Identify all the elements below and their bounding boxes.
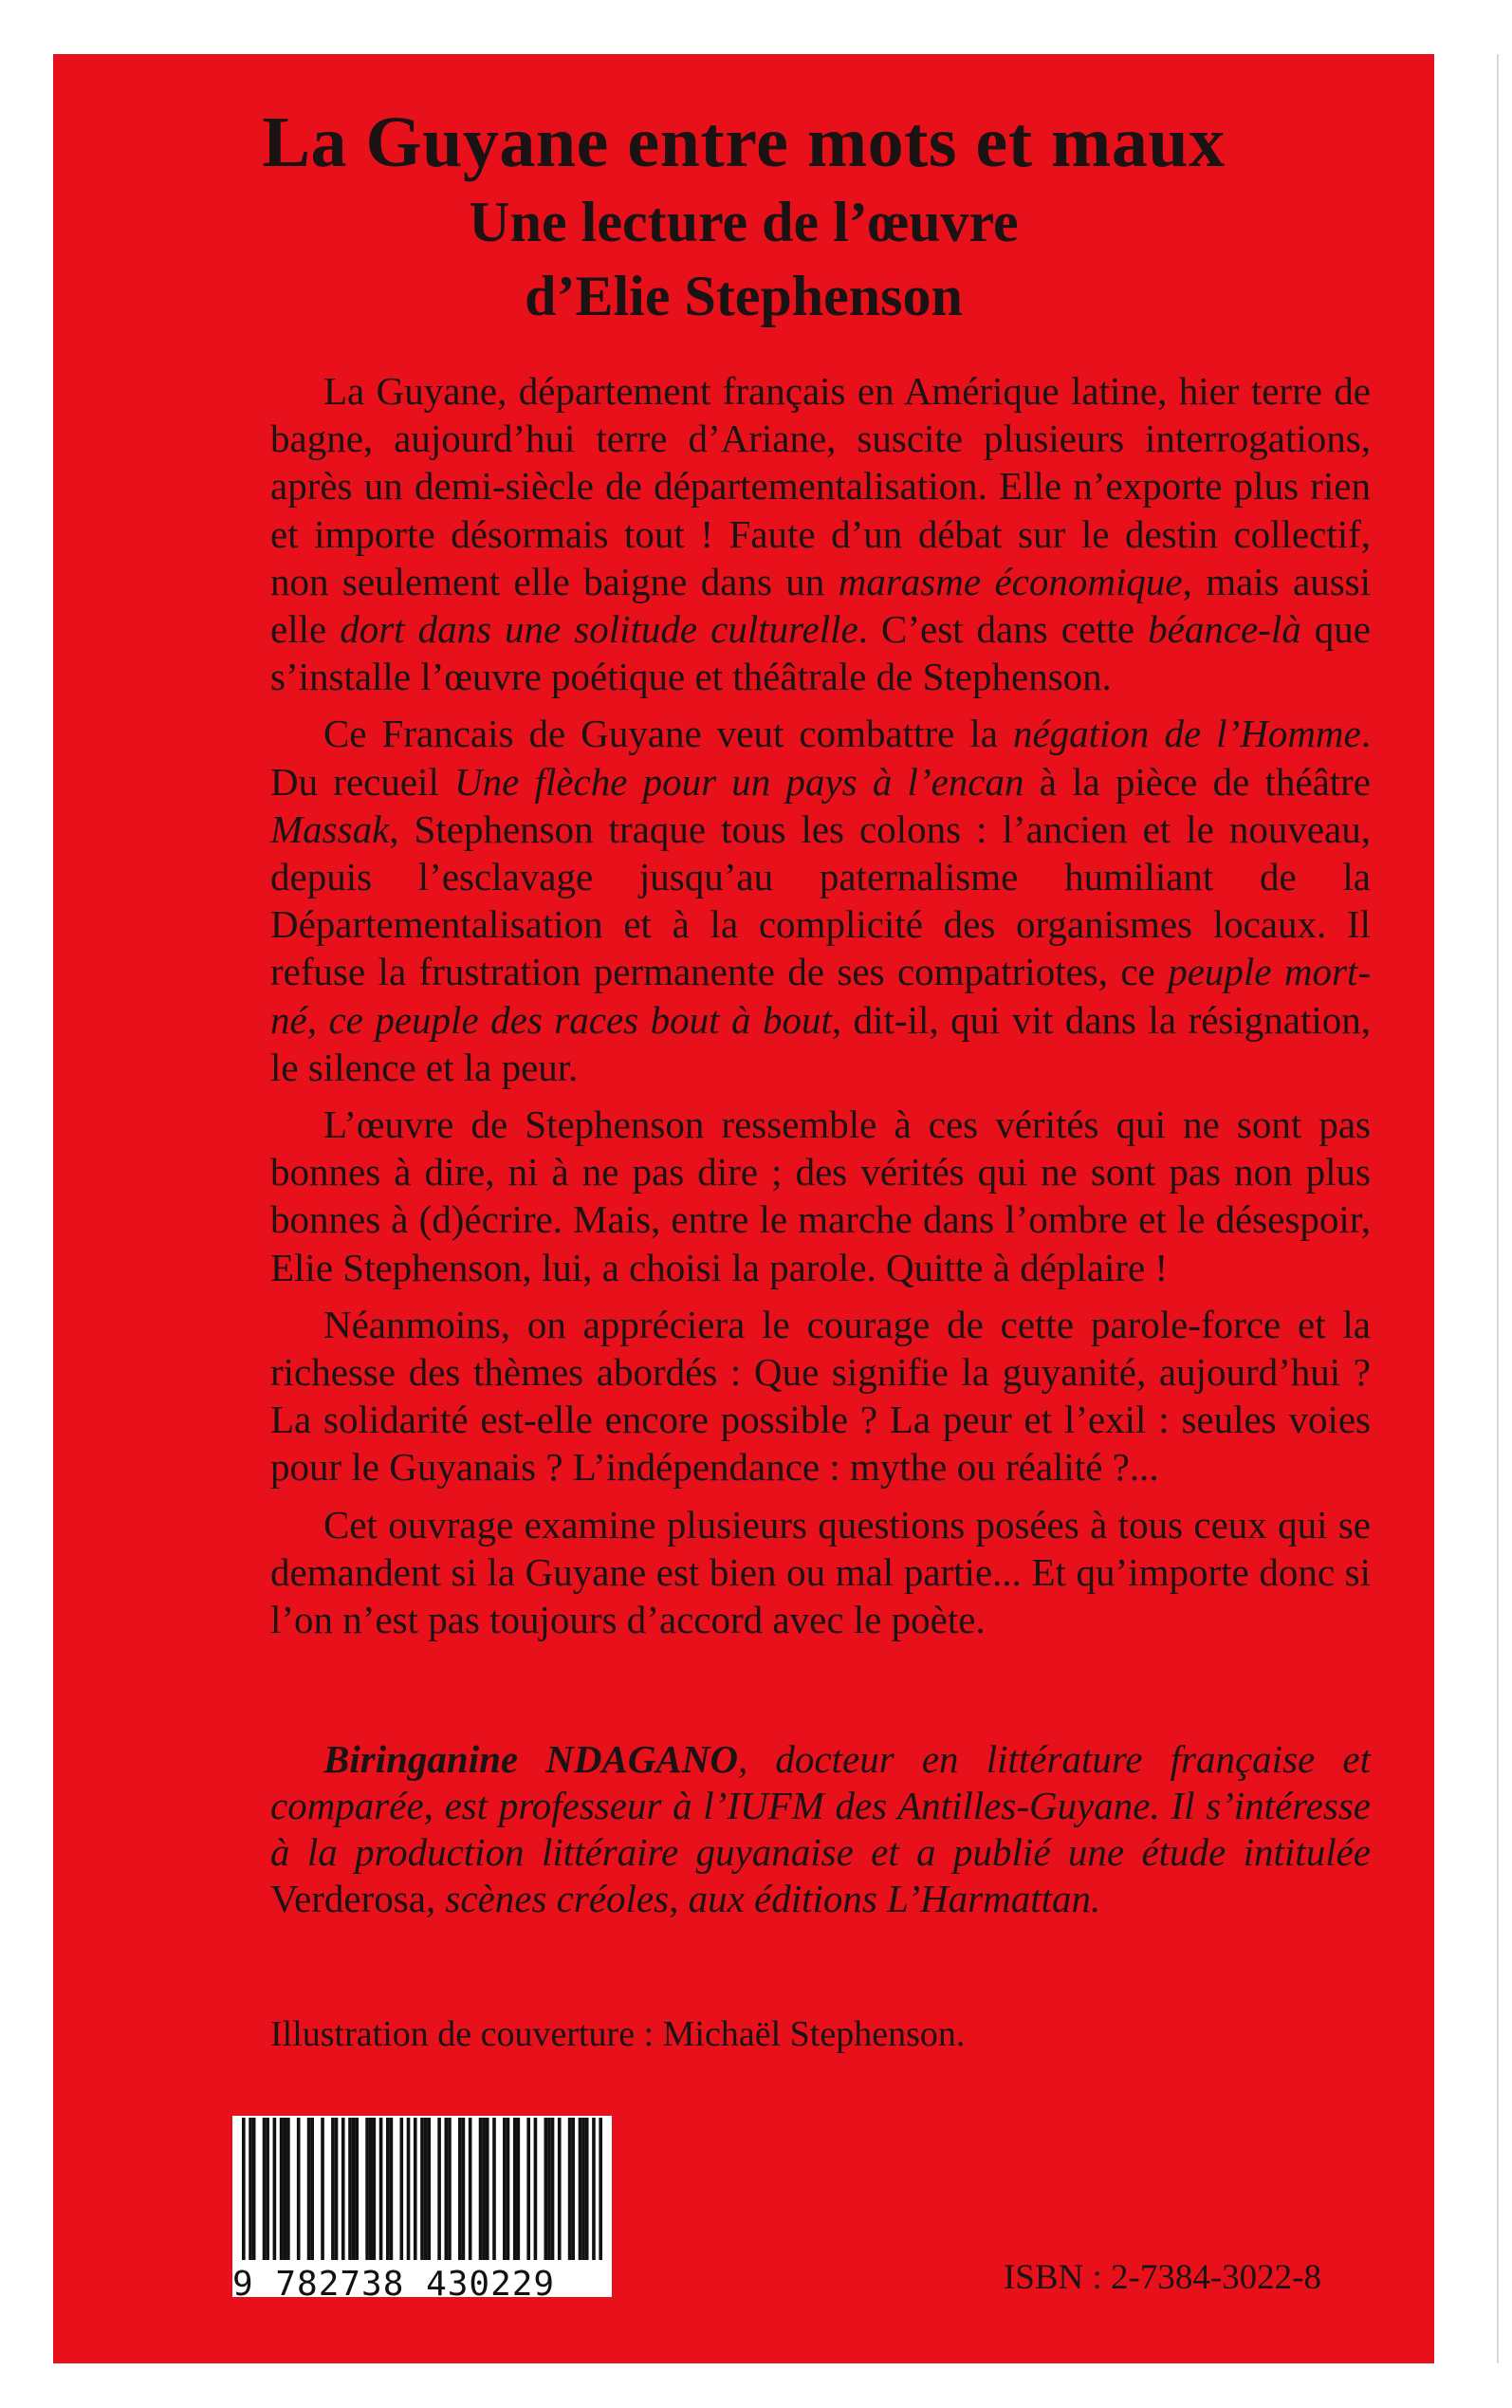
barcode-bar <box>341 2118 345 2260</box>
blurb <box>270 367 1371 1653</box>
barcode-bar <box>482 2118 486 2260</box>
emphasis: Massak <box>270 806 390 851</box>
book-title: La Guyane entre mots et maux <box>262 102 1226 182</box>
book-subtitle-line-1: Une lecture de l’œuvre <box>469 191 1019 253</box>
text-run: à la pièce de théâtre <box>1023 759 1372 804</box>
barcode-bar <box>579 2118 582 2260</box>
barcode-bar <box>462 2118 466 2260</box>
text-run: . Du recueil <box>270 712 1371 804</box>
barcode-bar <box>544 2118 547 2260</box>
barcode-bar <box>526 2118 530 2260</box>
barcode-bar <box>263 2118 267 2260</box>
barcode-bar <box>335 2118 339 2260</box>
barcode-bar <box>458 2118 462 2260</box>
barcode-bar <box>479 2118 483 2260</box>
barcode-bars <box>232 2116 612 2268</box>
barcode-bar <box>280 2118 284 2260</box>
barcode-bar <box>599 2118 602 2260</box>
author-note <box>270 1736 1371 1922</box>
barcode-bar <box>492 2118 496 2260</box>
barcode-bar <box>551 2118 555 2260</box>
barcode-bar <box>369 2118 373 2260</box>
barcode-bar <box>310 2118 314 2260</box>
emphasis: dort dans une solitude culturelle <box>340 607 858 652</box>
book-reference: Verderosa <box>270 1877 426 1920</box>
isbn: ISBN : 2-7384-3022-8 <box>1003 2258 1321 2297</box>
barcode-bar <box>513 2118 517 2260</box>
barcode-bar <box>558 2118 562 2260</box>
emphasis: négation de l’Homme <box>1012 712 1361 756</box>
book-subtitle-line-2: d’Elie Stephenson <box>525 265 963 327</box>
barcode-bar <box>407 2118 411 2260</box>
text-run: , mais aussi elle <box>270 559 1372 652</box>
barcode-bar <box>365 2118 369 2260</box>
text-run: . C’est dans cette <box>857 607 1149 652</box>
barcode-bar <box>283 2118 286 2260</box>
barcode-digits: 9 782738 430229 <box>232 2265 556 2304</box>
text-run: , docteur en littérature française et comparée, est professeur à l’IUFM des Antilles-Guyane. Il s’intéresse à la production littéraire guyanaise et a publié une étude intitulée <box>270 1737 1371 1874</box>
barcode-bar <box>348 2118 352 2260</box>
barcode-bar <box>424 2118 428 2260</box>
barcode-bar <box>266 2118 269 2260</box>
barcode-bar <box>517 2118 521 2260</box>
barcode-bar <box>249 2118 252 2260</box>
barcode-bar <box>414 2118 417 2260</box>
barcode-bar <box>581 2118 585 2260</box>
barcode-bar <box>321 2118 324 2260</box>
text-run: , Stephenson traque tous les colons : l’ancien et le nouveau, depuis l’esclavage jusqu’au paternalisme humiliant de la Départementalisation et à la complicité des organismes locaux. Il refuse la frustration permanente de ses compatriotes, ce <box>270 806 1371 994</box>
barcode-bar <box>448 2118 452 2260</box>
barcode-bar <box>355 2118 359 2260</box>
barcode-bar <box>571 2118 575 2260</box>
barcode-bar <box>585 2118 589 2260</box>
author-name: Biringanine NDAGANO <box>323 1737 738 1781</box>
emphasis: Une flèche pour un pays à l’encan <box>454 759 1024 804</box>
barcode-bar <box>386 2118 390 2260</box>
barcode-bar <box>427 2118 431 2260</box>
blurb-paragraph-3: L’œuvre de Stephenson ressemble à ces vérités qui ne sont pas bonnes à dire, ni à ne pas dire ; des vérités qui ne sont pas non plus bonnes à (d)écrire. Mais, entre le marche dans l’ombre et le désespoir, Elie Stephenson, lui, a choisi la parole. Quitte à déplaire ! <box>270 1102 1371 1289</box>
barcode-bar <box>379 2118 383 2260</box>
illustration-credit: Illustration de couverture : Michaël Stephenson. <box>270 2014 966 2054</box>
barcode-bar <box>399 2118 403 2260</box>
barcode-bar <box>242 2118 246 2260</box>
blurb-paragraph-2 <box>270 710 1371 1091</box>
barcode-bar <box>507 2118 510 2260</box>
barcode-bar <box>286 2118 290 2260</box>
barcode-bar <box>307 2118 311 2260</box>
text-run: que s’installe l’œuvre poétique et théâtrale de Stephenson. <box>270 607 1372 699</box>
barcode-bar <box>534 2118 538 2260</box>
blurb-paragraph-4: Néanmoins, on appréciera le courage de cette parole-force et la richesse des thèmes abordés : Que signifie la guyanité, aujourd’hui ? La solidarité est-elle encore possible ? La peur et l’exil : seules voies pour le Guyanais ? L’indépendance : mythe ou réalité ?... <box>270 1302 1371 1490</box>
blurb-paragraph-1 <box>270 367 1371 700</box>
barcode-bar <box>445 2118 449 2260</box>
barcode-bar <box>486 2118 489 2260</box>
barcode-bar <box>547 2118 551 2260</box>
barcode-bar <box>352 2118 356 2260</box>
edge-divider <box>1497 54 1499 2363</box>
text-run: , dit-il, qui vit dans la résignation, le silence et la peur. <box>270 997 1371 1089</box>
barcode-bar <box>503 2118 507 2260</box>
barcode-bar <box>273 2118 277 2260</box>
text-run: Ce Francais de Guyane veut combattre la <box>323 712 1013 756</box>
text-run: La Guyane, département français en Amérique latine, hier terre de bagne, aujourd’hui terre d’Ariane, suscite plusieurs interrogations, après un demi-siècle de départementalisation. Elle n’exporte plus rien et importe désormais tout ! Faute d’un débat sur le destin collectif, non seulement elle baigne dans un <box>270 369 1371 603</box>
back-cover <box>53 54 1434 2363</box>
barcode <box>232 2116 612 2304</box>
emphasis: peuple mort-né, ce peuple des races bout à bout <box>270 950 1371 1042</box>
barcode-bar <box>252 2118 256 2260</box>
barcode-bar <box>437 2118 441 2260</box>
barcode-bar <box>297 2118 301 2260</box>
blurb-paragraph-5: Cet ouvrage examine plusieurs questions posées à tous ceux qui se demandent si la Guyane est bien ou mal partie... Et qu’importe donc si l’on n’est pas toujours d’accord avec le poète. <box>270 1502 1371 1642</box>
barcode-bar <box>592 2118 596 2260</box>
barcode-bar <box>373 2118 377 2260</box>
emphasis: marasme économique <box>838 559 1183 603</box>
emphasis: béance-là <box>1148 607 1301 652</box>
barcode-bar <box>331 2118 335 2260</box>
text-run: , scènes créoles, aux éditions L’Harmattan. <box>425 1877 1101 1920</box>
barcode-bar <box>568 2118 572 2260</box>
barcode-bar <box>390 2118 394 2260</box>
barcode-bar <box>420 2118 424 2260</box>
barcode-bar <box>469 2118 472 2260</box>
